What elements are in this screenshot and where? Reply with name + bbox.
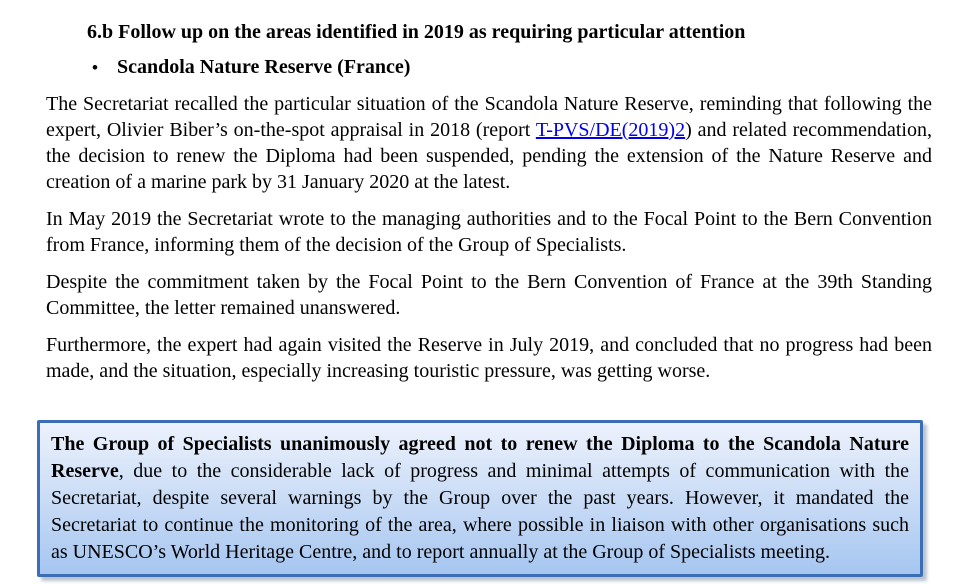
section-heading: 6.b Follow up on the areas identified in 2019 as requiring particular attention	[87, 21, 746, 43]
paragraph-text-before-link: The Secretariat recalled the particular situation of the Scandola Nature Reserve, reminding that following the expert, Olivier Biber’s on-the-spot appraisal in 2018 (report	[46, 93, 932, 141]
report-link[interactable]: T-PVS/DE(2019)2	[535, 119, 686, 141]
paragraph-secretariat-recall	[46, 91, 932, 195]
callout-bold-text: The Group of Specialists unanimously agreed not to renew the Diploma to the Scandola Nature Reserve	[51, 433, 909, 482]
bullet-item	[92, 54, 932, 81]
paragraph-july-2019-visit: Furthermore, the expert had again visited the Reserve in July 2019, and concluded that no progress had been made, and the situation, especially increasing touristic pressure, was getting worse.	[46, 334, 932, 382]
paragraph-unanswered-letter: Despite the commitment taken by the Focal Point to the Bern Convention of France at the 39th Standing Committee, the letter remained unanswered.	[46, 271, 932, 319]
callout-regular-text: , due to the considerable lack of progress and minimal attempts of communication with the Secretariat, despite several warnings by the Group over the past years. However, it mandated the Secretariat to continue the monitoring of the area, where possible in liaison with other organisations such as UNESCO’s World Heritage Centre, and to report annually at the Group of Specialists meeting.	[51, 460, 909, 563]
paragraph-text-after-link: ) and related recommendation, the decision to renew the Diploma had been suspended, pending the extension of the Nature Reserve and creation of a marine park by 31 January 2020 at the latest.	[46, 119, 932, 193]
decision-callout	[37, 420, 923, 577]
bullet-marker-icon: •	[92, 58, 98, 77]
paragraph-may-2019-letter: In May 2019 the Secretariat wrote to the managing authorities and to the Focal Point to the Bern Convention from France, informing them of the decision of the Group of Specialists.	[46, 208, 932, 256]
bullet-item-label: Scandola Nature Reserve (France)	[117, 56, 411, 78]
